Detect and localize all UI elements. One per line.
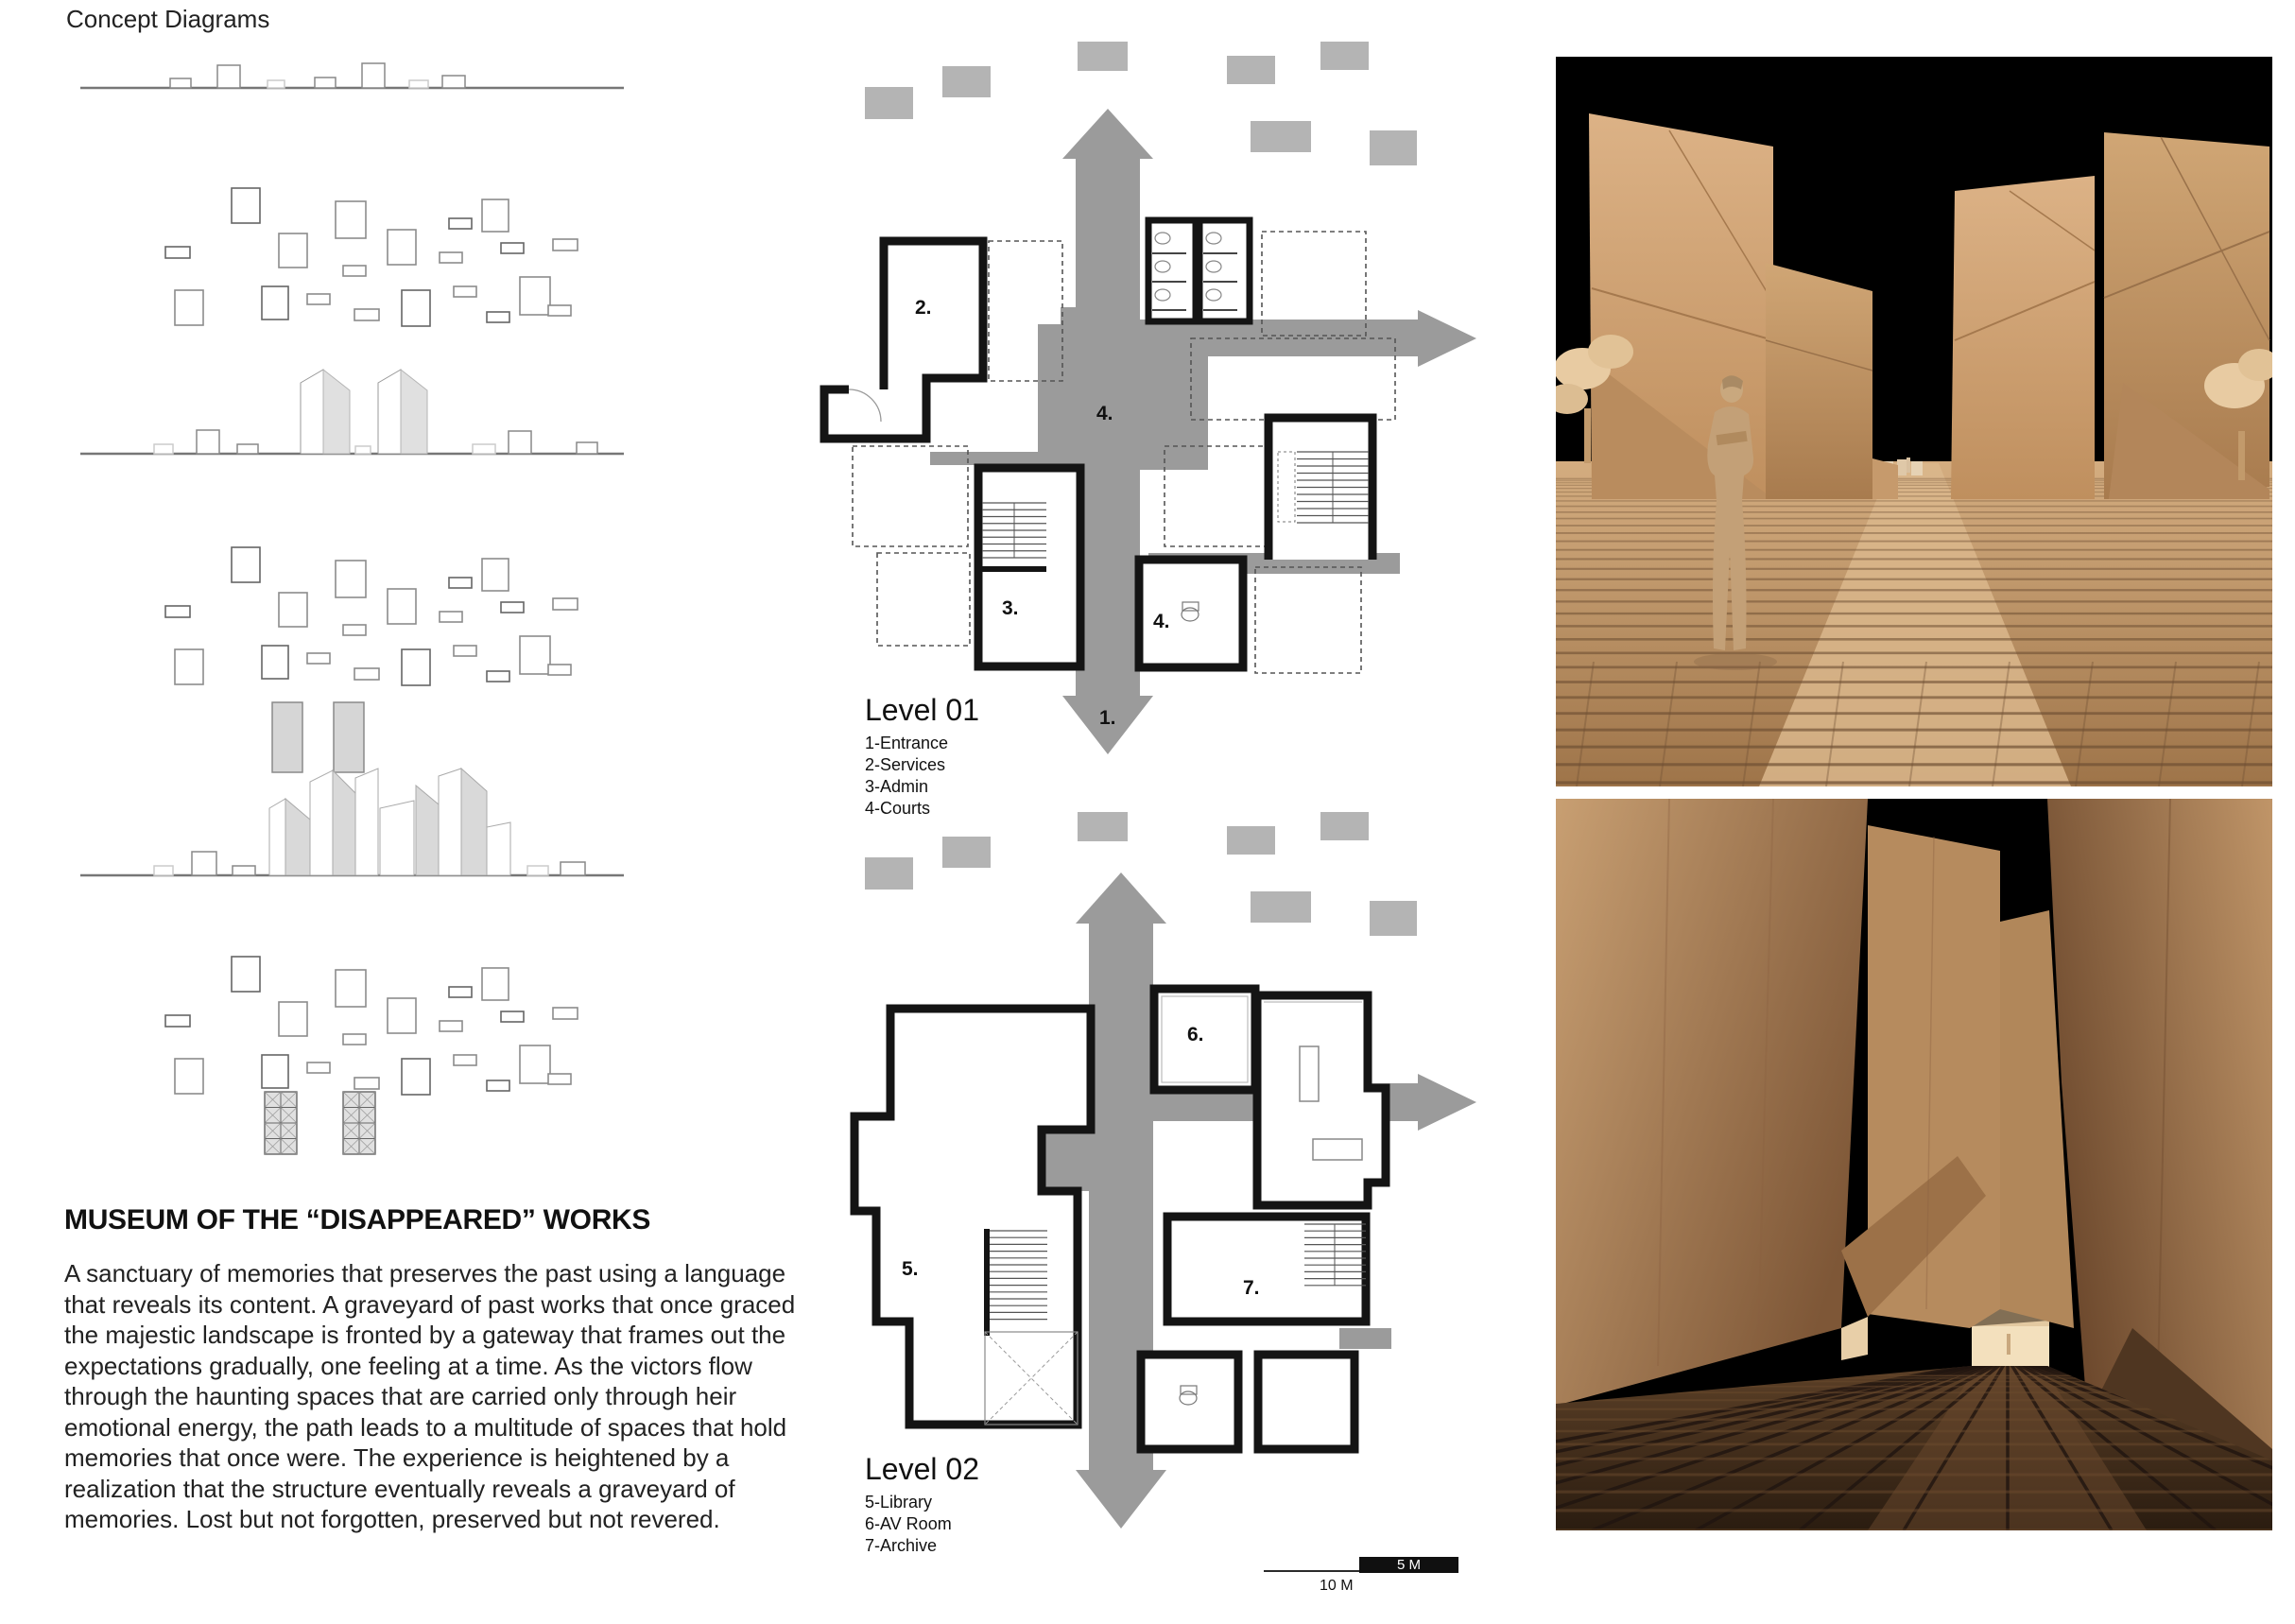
distant-figure (2007, 1334, 2010, 1355)
legend-level01 (865, 733, 948, 820)
diagram-hatched-towers (265, 1092, 375, 1154)
distant-figure (1907, 458, 1910, 473)
diagram-elevation-towers (80, 370, 624, 454)
diagram-scatter-1 (165, 188, 578, 326)
diagram-scatter-3 (165, 957, 578, 1095)
diagram-elevation-flat (80, 63, 624, 88)
room-library (854, 1009, 1091, 1425)
plan-title-level01: Level 01 (865, 693, 979, 727)
wall-left (1556, 799, 1868, 1406)
diagram-elevation-cluster (80, 769, 624, 875)
stair-room (1268, 418, 1372, 560)
legend-item: 3-Admin (865, 777, 929, 796)
diagram-gray-towers (272, 702, 364, 772)
legend-level02 (865, 1492, 952, 1557)
room-wc-a (1141, 1355, 1238, 1449)
concept-diagrams-graphic (66, 52, 666, 1172)
room-label-4b: 4. (1153, 611, 1170, 632)
floorplan-level01 (813, 38, 1493, 785)
scale-bar-line (1264, 1570, 1361, 1572)
scale-bar-5m: 5 M (1359, 1557, 1458, 1573)
legend-item: 4-Courts (865, 799, 931, 818)
render-exterior-gateway (1556, 57, 2272, 786)
room-label-1-entrance: 1. (1099, 707, 1116, 729)
figure-shadow (1694, 653, 1777, 670)
room-label-4-court: 4. (1096, 403, 1113, 424)
page-title: Concept Diagrams (66, 5, 270, 33)
room-label-3: 3. (1002, 597, 1019, 619)
legend-item: 2-Services (865, 755, 946, 774)
room-av (1154, 989, 1255, 1090)
scale-bar-10m: 10 M (1320, 1578, 1354, 1594)
legend-item: 5-Library (865, 1493, 933, 1512)
room-gallery (1257, 995, 1386, 1205)
room-label-7: 7. (1243, 1277, 1260, 1299)
diagram-scatter-2 (165, 547, 578, 685)
render-interior-canyon (1556, 799, 2272, 1530)
plinth-block (1872, 458, 1898, 499)
project-description: A sanctuary of memories that preserves the past using a language that reveals its content. A graveyard of past works that once graced the majestic landscape is fronted by a gateway that frames out the expectations gradually, one feeling at a time. As the victors flow through the haunting spaces that are carried only through heir emotional energy, the path leads to a multitude of spaces that hold memories that once were. The experience is heightened by a realization that the structure eventually reveals a graveyard of memories. Lost but not forgotten, preserved but not revered. (64, 1259, 796, 1533)
room-label-2: 2. (915, 297, 932, 319)
room-label-5: 5. (902, 1258, 919, 1280)
room-label-6: 6. (1187, 1024, 1204, 1045)
project-heading: MUSEUM OF THE “DISAPPEARED” WORKS (64, 1204, 651, 1235)
monolith-left-front (1766, 263, 1872, 499)
legend-item: 6-AV Room (865, 1514, 952, 1533)
legend-item: 1-Entrance (865, 734, 949, 752)
room-services (824, 241, 983, 439)
legend-item: 7-Archive (865, 1536, 938, 1555)
plan-title-level02: Level 02 (865, 1452, 979, 1486)
room-wc-b (1258, 1355, 1355, 1449)
room-archive (1167, 1217, 1366, 1322)
floorplan-level02 (813, 808, 1493, 1555)
monolith-right-front (1951, 176, 2095, 499)
